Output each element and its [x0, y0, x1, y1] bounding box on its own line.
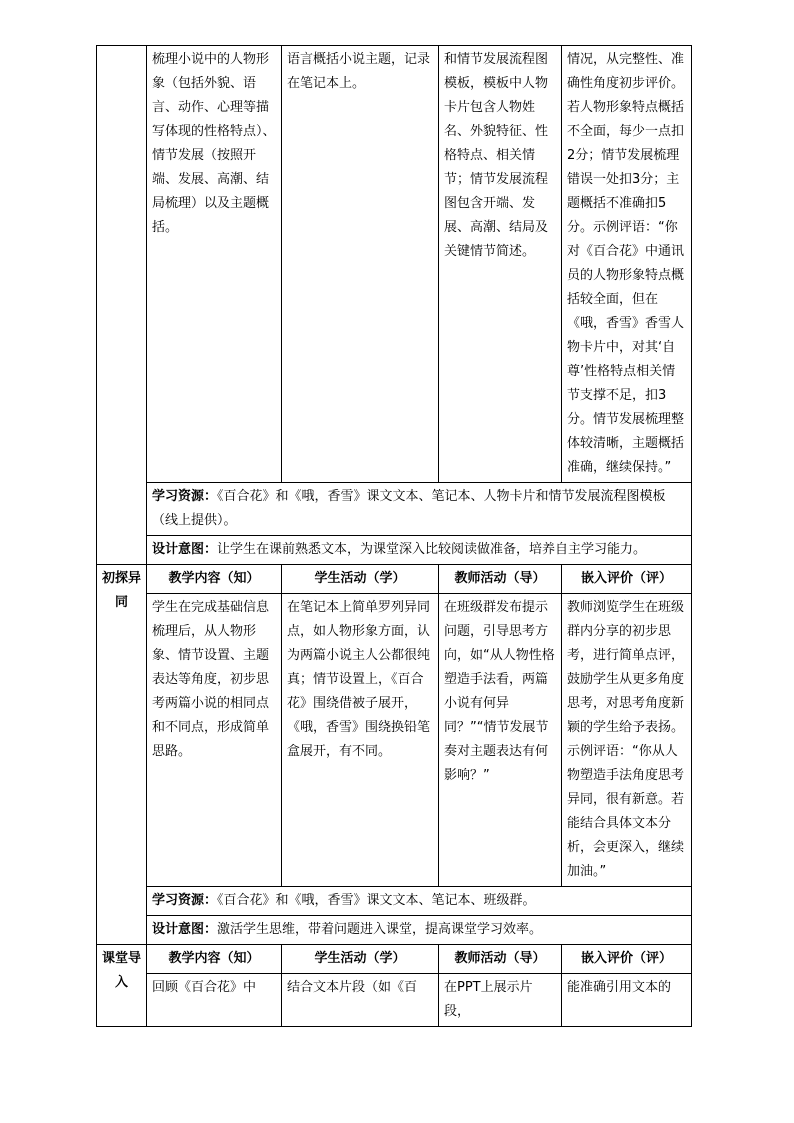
stage2-resources-label: 学习资源：: [152, 893, 218, 908]
prep-intent-row: [97, 536, 692, 565]
prep-intent-text: 让学生在课前熟悉文本，为课堂深入比较阅读做准备，培养自主学习能力。: [217, 542, 647, 557]
stage2-resources-cell: [147, 887, 692, 916]
prep-row: [97, 46, 692, 483]
prep-evaluation-cell: 情况，从完整性、准确性角度初步评价。若人物形象特点概括不全面，每少一点扣2分；情节发展梳理错误一处扣3分；主题概括不准确扣5分。示例评语：“你对《百合花》中通讯员的人物形象特点概括较全面，但在《哦，香雪》香雪人物卡片中，对其‘自尊’性格特点相关情节支撑不足，扣3分。情节发展梳理整体较清晰，主题概括准确，继续保持。”: [562, 46, 692, 483]
header-student: 学生活动（学）: [282, 565, 439, 594]
stage2-label: 初探异同: [97, 565, 147, 945]
header-teacher: 教师活动（导）: [439, 565, 562, 594]
stage3-header-knowledge: 教学内容（知）: [147, 945, 282, 974]
prep-resources-label: 学习资源：: [152, 489, 218, 504]
stage2-content-row: [97, 594, 692, 887]
lesson-plan-table: [96, 45, 692, 1027]
stage3-header-teacher: 教师活动（导）: [439, 945, 562, 974]
stage2-intent-row: [97, 916, 692, 945]
stage2-resources-row: [97, 887, 692, 916]
stage3-header-evaluation: 嵌入评价（评）: [562, 945, 692, 974]
stage3-knowledge-cell: 回顾《百合花》中: [147, 974, 282, 1027]
prep-stage-label-cell: [97, 46, 147, 565]
stage2-header-row: [97, 565, 692, 594]
stage3-header-row: [97, 945, 692, 974]
stage2-knowledge-cell: 学生在完成基础信息梳理后，从人物形象、情节设置、主题表达等角度，初步思考两篇小说的相同点和不同点，形成简单思路。: [147, 594, 282, 887]
stage3-teacher-cell: 在PPT上展示片段，: [439, 974, 562, 1027]
prep-intent-cell: [147, 536, 692, 565]
stage2-evaluation-cell: 教师浏览学生在班级群内分享的初步思考，进行简单点评，鼓励学生从更多角度思考，对思考角度新颖的学生给予表扬。示例评语：“你从人物塑造手法角度思考异同，很有新意。若能结合具体文本分析，会更深入，继续加油。”: [562, 594, 692, 887]
stage3-student-cell: 结合文本片段（如《百: [282, 974, 439, 1027]
stage2-resources-text: 《百合花》和《哦，香雪》课文文本、笔记本、班级群。: [217, 893, 536, 908]
stage2-intent-cell: [147, 916, 692, 945]
stage2-student-cell: 在笔记本上简单罗列异同点，如人物形象方面，认为两篇小说主人公都很纯真；情节设置上，《百合花》围绕借被子展开，《哦，香雪》围绕换铅笔盒展开，有不同。: [282, 594, 439, 887]
header-evaluation: 嵌入评价（评）: [562, 565, 692, 594]
prep-intent-label: 设计意图：: [152, 542, 218, 557]
prep-resources-text: 《百合花》和《哦，香雪》课文文本、笔记本、人物卡片和情节发展流程图模板（线上提供）。: [152, 489, 666, 528]
prep-knowledge-cell: 梳理小说中的人物形象（包括外貌、语言、动作、心理等描写体现的性格特点）、情节发展（按照开端、发展、高潮、结局梳理）以及主题概括。: [147, 46, 282, 483]
prep-student-cell: 语言概括小说主题，记录在笔记本上。: [282, 46, 439, 483]
stage2-intent-label: 设计意图：: [152, 922, 218, 937]
header-knowledge: 教学内容（知）: [147, 565, 282, 594]
stage2-teacher-cell: 在班级群发布提示问题，引导思考方向，如“从人物性格塑造手法看，两篇小说有何异同？”“情节发展节奏对主题表达有何影响？”: [439, 594, 562, 887]
prep-resources-cell: [147, 483, 692, 536]
stage3-header-student: 学生活动（学）: [282, 945, 439, 974]
prep-resources-row: [97, 483, 692, 536]
stage3-content-row: [97, 974, 692, 1027]
stage3-label: 课堂导入: [97, 945, 147, 1027]
stage3-evaluation-cell: 能准确引用文本的: [562, 974, 692, 1027]
stage2-intent-text: 激活学生思维，带着问题进入课堂，提高课堂学习效率。: [217, 922, 543, 937]
prep-teacher-cell: 和情节发展流程图模板，模板中人物卡片包含人物姓名、外貌特征、性格特点、相关情节；情节发展流程图包含开端、发展、高潮、结局及关键情节简述。: [439, 46, 562, 483]
